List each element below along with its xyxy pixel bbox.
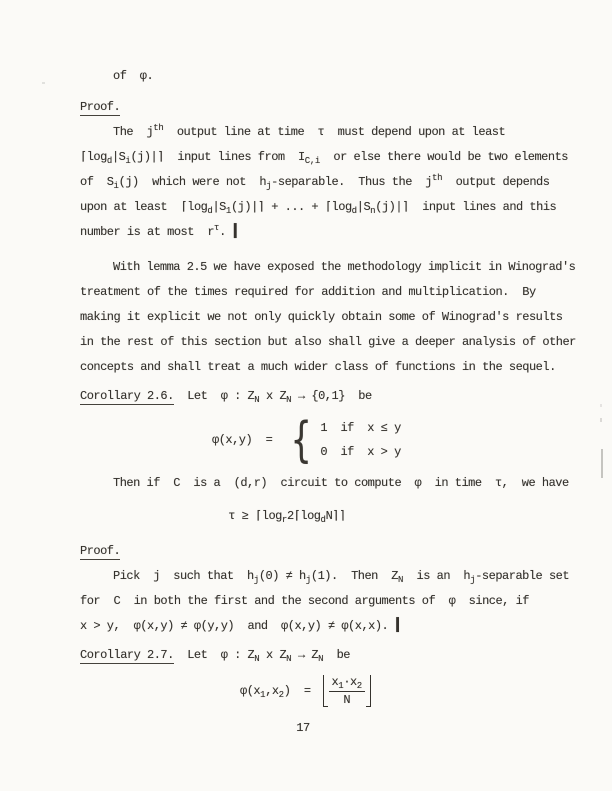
proof2-line-text: x > y, φ(x,y) ≠ φ(y,y) and φ(x,y) ≠ φ(x,x).: [80, 619, 389, 633]
proof1-line: $⌈\log_d|S_i(j)|⌉$ input lines from $I_{C,i}$ or else there would be two elements: [80, 150, 568, 166]
page-number: 17: [296, 721, 310, 735]
continuation-line: of φ.: [113, 69, 154, 83]
paragraph-line: With lemma 2.5 we have exposed the methodology implicit in Winograd's: [113, 260, 576, 274]
corollary-intro: Let φ : $Z_N$ x $Z_N \to \{0,1\}$ be: [173, 389, 372, 405]
paragraph-line: concepts and shall treat a much wider class of functions in the sequel.: [80, 360, 556, 374]
corollary-intro: Let φ : $Z_N$ x $Z_N \to Z_N$ be: [173, 648, 351, 664]
proof1-line-text: number is at most $r^\tau$.: [80, 223, 226, 239]
corollary-heading: Corollary 2.6.: [80, 389, 174, 403]
scan-artifact: [42, 82, 45, 84]
proof-heading: Proof.: [80, 100, 121, 114]
left-brace-icon: {: [290, 412, 312, 468]
scan-artifact: [601, 449, 603, 478]
fraction-denominator: N: [329, 691, 365, 708]
proof1-heading-line: [80, 95, 582, 120]
scan-artifact: [600, 418, 602, 422]
floor-equation: [240, 670, 582, 712]
right-floor-bracket-icon: [366, 675, 371, 707]
case-line: 0 if x > y: [320, 445, 401, 459]
left-floor-bracket-icon: [323, 675, 328, 707]
corollary-heading: Corollary 2.7.: [80, 648, 174, 662]
case-line: 1 if x ≤ y: [320, 421, 401, 435]
qed-marker-icon: ▍: [233, 224, 241, 240]
proof1-line: [80, 220, 582, 245]
tau-inequality: $\tau \ge ⌈\log_r2⌈\log_dN⌉⌉$: [228, 509, 346, 525]
equation-lhs: $\varphi(x_1,x_2)$ =: [240, 684, 311, 700]
proof1-line: upon at least $⌈\log_d|S_1(j)|⌉$ + ... + $⌈\log_d|S_n(j)|⌉$ input lines and this: [80, 200, 557, 216]
then-line: Then if C is a (d,r) circuit to compute φ in time τ, we have: [113, 476, 569, 490]
proof1-line: of $S_i(j)$ which were not $h_j$-separable. Thus the $j^{th}$ output depends: [80, 173, 550, 191]
proof2-line: Pick j such that $h_j(0) \ne h_j(1)$. Then $Z_N$ is an $h_j$-separable set: [113, 569, 570, 585]
paragraph-line: in the rest of this section but also shall give a deeper analysis of other: [80, 335, 576, 349]
fraction-numerator: $x_1\cdot x_2$: [331, 675, 362, 691]
proof2-line: for C in both the first and the second arguments of φ since, if: [80, 594, 529, 608]
proof2-line: [80, 614, 582, 639]
equation-lhs: φ(x,y) =: [212, 433, 273, 447]
fraction: [329, 674, 365, 708]
proof2-heading-line: [80, 539, 582, 564]
paragraph: [80, 255, 582, 380]
paragraph-line: treatment of the times required for addition and multiplication. By: [80, 285, 536, 299]
piecewise-cases: [320, 416, 400, 464]
paragraph-line: making it explicit we not only quickly obtain some of Winograd's results: [80, 310, 563, 324]
qed-marker-icon: ▍: [396, 618, 403, 634]
scan-artifact: [600, 404, 602, 407]
proof-heading: Proof.: [80, 544, 121, 558]
piecewise-equation: [212, 414, 582, 466]
proof1-line: The $j^{th}$ output line at time τ must depend upon at least: [113, 123, 506, 139]
corollary-27-line: [80, 643, 582, 668]
corollary-26-line: [80, 384, 582, 409]
